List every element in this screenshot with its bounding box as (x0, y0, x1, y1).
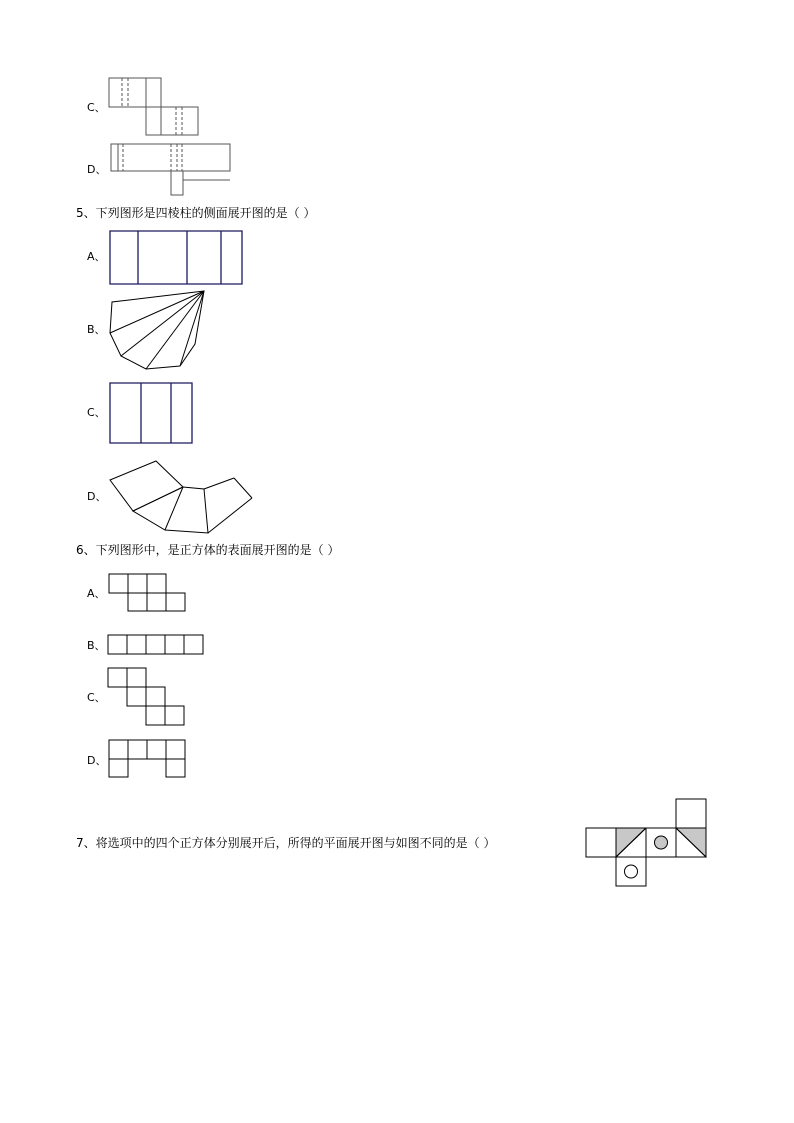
q6-option-c-figure (107, 667, 187, 727)
q6-option-d-figure (108, 739, 188, 779)
q4-option-c-label: C、 (87, 101, 106, 114)
q4-option-d-figure (110, 143, 232, 197)
q7-question: 7、将选项中的四个正方体分别展开后，所得的平面展开图与如图不同的是（ ） (76, 836, 496, 850)
q5-option-d-figure (108, 458, 254, 536)
q5-option-c-figure (109, 382, 195, 446)
q5-option-b-label: B、 (87, 323, 106, 336)
q6-question: 6、下列图形中，是正方体的表面展开图的是（ ） (76, 543, 340, 557)
q5-option-a-label: A、 (87, 250, 106, 263)
q6-option-a-label: A、 (87, 587, 106, 600)
q6-option-b-figure (107, 634, 205, 656)
q5-option-d-label: D、 (87, 490, 107, 503)
q6-option-b-label: B、 (87, 639, 106, 652)
q5-option-a-figure (109, 230, 245, 286)
q6-option-c-label: C、 (87, 691, 106, 704)
q4-option-d-label: D、 (87, 163, 107, 176)
q6-option-a-figure (108, 573, 188, 613)
q7-cube-net-figure (585, 798, 709, 890)
q6-option-d-label: D、 (87, 754, 107, 767)
q5-option-c-label: C、 (87, 406, 106, 419)
q4-option-c-figure (108, 77, 202, 137)
q5-question: 5、下列图形是四棱柱的侧面展开图的是（ ） (76, 206, 316, 220)
q5-option-b-figure (108, 289, 208, 373)
